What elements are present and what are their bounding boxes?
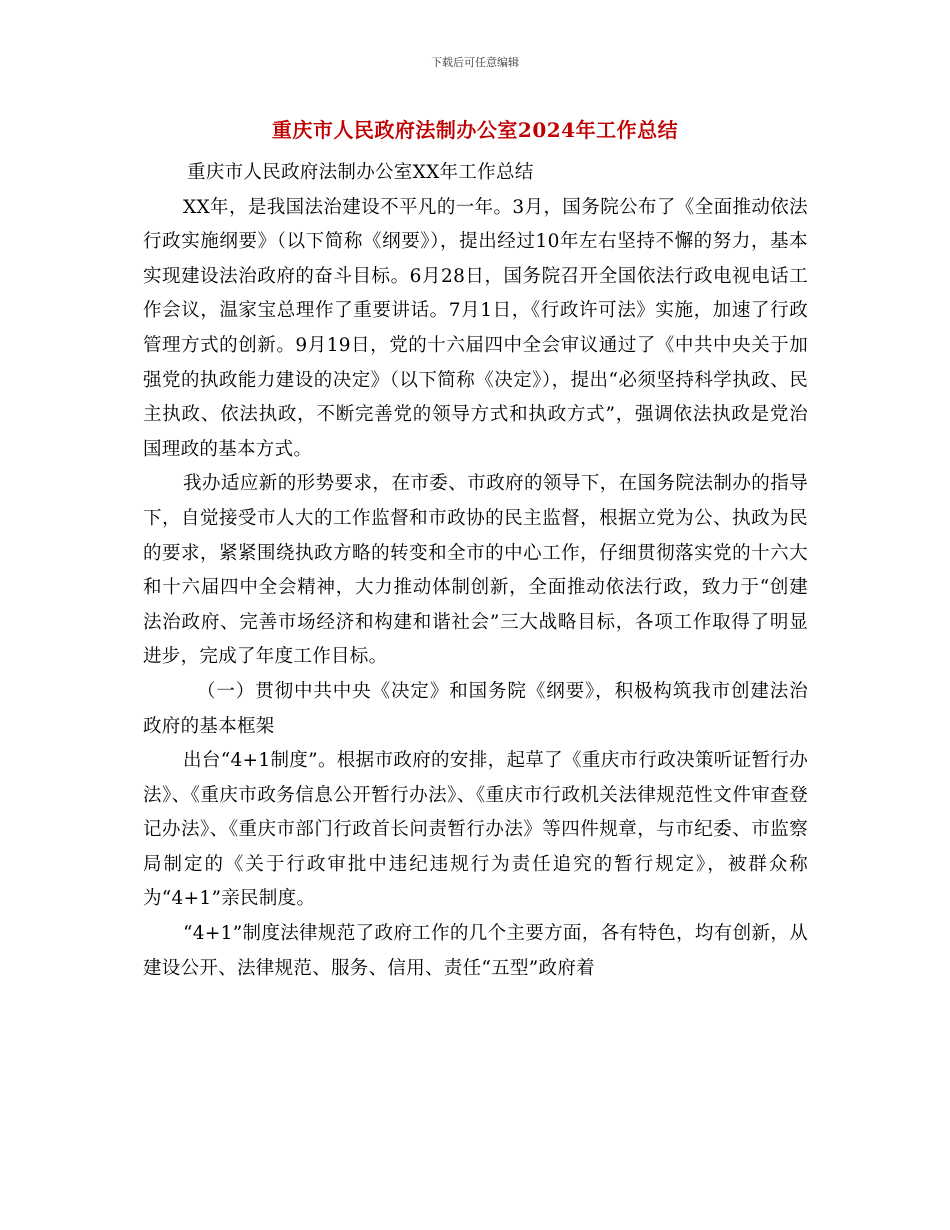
paragraph: 出台“4+1制度”。根据市政府的安排，起草了《重庆市行政决策听证暂行办法》、《重庆市政务信息公开暂行办法》、《重庆市行政机关法律规范性文件审查登记办法》、《重庆市部门行政首长问责暂行办法》等四件规章，与市纪委、市监察局制定的《关于行政审批中违纪违规行为责任追究的暂行规定》，被群众称为“4+1”亲民制度。 <box>143 750 808 910</box>
document-title: 重庆市人民政府法制办公室2024年工作总结 <box>271 118 679 142</box>
paragraph: XX年，是我国法治建设不平凡的一年。3月，国务院公布了《全面推动依法行政实施纲要》（以下简称《纲要》），提出经过10年左右坚持不懈的努力，基本实现建设法治政府的奋斗目标。6月28日，国务院召开全国依法行政电视电话工作会议，温家宝总理作了重要讲话。7月1日，《行政许可法》实施，加速了行政管理方式的创新。9月19日，党的十六届四中全会审议通过了《中共中央关于加强党的执政能力建设的决定》（以下简称《决定》），提出“必须坚持科学执政、民主执政、依法执政，不断完善党的领导方式和执政方式”，强调依法执政是党治国理政的基本方式。 <box>143 196 808 460</box>
document-subtitle: 重庆市人民政府法制办公室XX年工作总结 <box>187 162 534 183</box>
paragraph: 我办适应新的形势要求，在市委、市政府的领导下，在国务院法制办的指导下，自觉接受市人大的工作监督和市政协的民主监督，根据立党为公、执政为民的要求，紧紧围绕执政方略的转变和全市的中心工作，仔细贯彻落实党的十六大和十六届四中全会精神，大力推动体制创新，全面推动依法行政，致力于“创建法治政府、完善市场经济和构建和谐社会”三大战略目标，各项工作取得了明显进步，完成了年度工作目标。 <box>143 473 808 668</box>
header-note: 下载后可任意编辑 <box>431 56 519 69</box>
paragraph: “4+1”制度法律规范了政府工作的几个主要方面，各有特色，均有创新，从建设公开、法律规范、服务、信用、责任“五型”政府着 <box>143 923 808 979</box>
section-heading: （一）贯彻中共中央《决定》和国务院《纲要》，积极构筑我市创建法治政府的基本框架 <box>143 680 808 737</box>
document-body <box>143 156 808 986</box>
